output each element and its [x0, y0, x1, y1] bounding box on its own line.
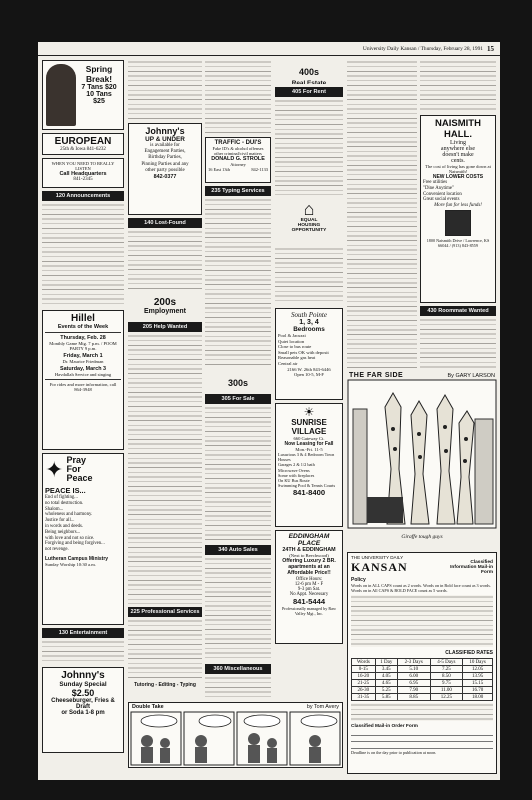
newspaper-page — [38, 42, 500, 780]
far-side-title: THE FAR SIDE — [349, 372, 404, 379]
housing-notice-text — [275, 247, 343, 305]
hillel-contact: For rides and more information, call 864-3948 — [49, 382, 117, 392]
hillel-subtitle: Events of the Week — [57, 324, 109, 330]
hillel-event1-desc: Monthly Game Mtg. 7 p.m. / POOM PARTY 9 p.m. — [49, 341, 117, 351]
naismith-name1: NAISMITH — [435, 118, 481, 129]
giraffes-illustration-icon — [347, 379, 497, 529]
south-pointe-sizes: 1, 3, 4 — [299, 319, 319, 326]
special-or: or Soda 1-8 pm — [61, 710, 105, 716]
misc-banner: 360 Miscellaneous — [205, 664, 271, 674]
page-number: 15 — [487, 44, 494, 53]
hillel-event1-day: Thursday, Feb. 28 — [60, 335, 106, 341]
form-heading: Classified Mail-in Order Form — [351, 724, 418, 729]
double-take-byline: by Tom Avery — [306, 704, 339, 710]
eddingham-place-ad: EDDINGHAM PLACE 24TH & EDDINGHAM (Next to Beechwood) Offering Luxury 2 BR. apartments at an Affordable Price!! Office Hours: 12-6 pm M - F 9-3 pm Sat. No Appt. Necessary 841-5444 Professionally managed by Raw Valley Mgt., Inc. — [275, 530, 343, 644]
column-4 — [275, 60, 343, 700]
for-sale-text — [205, 406, 271, 542]
professional-banner: 225 Professional Services — [128, 607, 202, 617]
col3-top-text — [205, 60, 271, 134]
sunrise-name2: VILLAGE — [291, 427, 327, 436]
eddingham-name: EDDINGHAM PLACE — [288, 533, 330, 547]
johnnys-upper-name: Johnny's — [145, 126, 185, 136]
sunrise-village-ad: ☀ SUNRISE VILLAGE 660 Gateway Ct. Now Leasing for Fall Mon.-Fri. 11-5 Luxurious 3 & 4 Bedroom Town Houses Garages 2 & 1/2 bath Microwave Ovens Some with fireplaces On KU Bus Route Swimming Pool & Tennis Courts 841-8400 — [275, 403, 343, 527]
col6-top-text — [420, 60, 496, 112]
hillel-ad — [42, 310, 124, 450]
hillel-event3-day: Saturday, March 3 — [59, 366, 107, 372]
headquarters-headline: WHEN YOU NEED TO REALLY LISTEN — [51, 161, 115, 171]
comic-panels-icon — [129, 711, 342, 767]
classified-info-title: Classified Information Mail-in Form — [450, 560, 493, 575]
peace-word: Peace — [66, 473, 93, 483]
merchandise-number: 300s — [227, 378, 249, 388]
typing-banner: 235 Typing Services — [205, 186, 271, 196]
spring-break-line3: $25 — [93, 98, 105, 105]
eddingham-phone: 841-5444 — [292, 597, 326, 606]
for-rent-banner: 405 For Rent — [275, 87, 343, 97]
column-6 — [420, 60, 496, 370]
rates-header-row: Words 1 Day 2-3 Days 4-5 Days 10 Days — [352, 659, 493, 666]
lost-found-text — [128, 230, 202, 292]
classified-mail-in-form — [347, 552, 497, 774]
dove-icon: ✦ — [45, 456, 64, 482]
auto-sales-banner: 340 Auto Sales — [205, 545, 271, 555]
typing-text — [205, 198, 271, 368]
tanning-photo-icon — [46, 64, 76, 126]
far-side-cartoon — [347, 372, 497, 548]
for-sale-banner: 305 For Sale — [205, 394, 271, 404]
misc-text — [205, 676, 271, 700]
column-2 — [128, 60, 202, 700]
pray-for-peace-ad — [42, 453, 124, 625]
deadline-text: Deadline is on the day prior to publication at noon. — [351, 750, 437, 755]
johnnys-upper-ad: Johnny's UP & UNDER is available for Engagement Parties, Birthday Parties, Pinning Parties and any other party possible 842-0377 — [128, 123, 202, 215]
rates-table — [351, 658, 493, 701]
peace-lines: End of fighting... no total destruction. Shalom... wholeness and harmony. Justice for all... in words and deeds. Being neighbors... with love and not so nice. Forgiving and being forgiven... not revenge. — [45, 495, 105, 553]
traffic-title: TRAFFIC - DUI'S — [214, 140, 262, 146]
col5-text — [347, 60, 417, 370]
traffic-dui-ad: TRAFFIC - DUI'S Fake ID's & alcohol offenses other criminal/civil matters DONALD G. STROLE Attorney 16 East 13th 842-1133 — [205, 137, 271, 183]
kansan-masthead-top: THE UNIVERSITY DAILY — [351, 555, 404, 560]
lost-found-banner: 140 Lost-Found — [128, 218, 202, 228]
merchandise-section-header — [205, 371, 271, 391]
roommates-text — [420, 318, 496, 368]
employment-number: 200s — [153, 297, 177, 308]
far-side-byline: By GARY LARSON — [447, 373, 495, 379]
headquarters-phone: 841-2345 — [73, 177, 93, 182]
lawyer-name: DONALD G. STROLE — [211, 156, 265, 162]
rates-heading: CLASSIFIED RATES — [445, 650, 493, 656]
employment-section-header — [128, 295, 202, 319]
announcements-text — [42, 203, 124, 307]
spring-break-line2: 10 Tans — [86, 91, 112, 98]
european-address: 25th & Iowa 841-6232 — [60, 147, 106, 152]
hillel-event3-desc: Havdallah Service and singing — [54, 372, 112, 377]
employment-label: Employment — [143, 308, 186, 315]
johnnys-sunday-ad — [42, 667, 124, 753]
special-items: Cheeseburger, Fries & Draft — [51, 698, 115, 710]
headquarters-subtitle: Call Headquarters — [59, 171, 107, 177]
lutheran-ministry: Lutheran Campus Ministry — [45, 555, 109, 562]
european-name: EUROPEAN — [54, 136, 112, 147]
column-3 — [205, 60, 271, 700]
real-estate-section-header — [275, 60, 343, 84]
peace-is-heading: PEACE IS... — [45, 486, 86, 495]
double-take-comic — [128, 702, 343, 768]
table-row: 31-35 5.85 8.85 12.25 18.00 — [352, 694, 493, 701]
real-estate-label: Real Estate — [291, 80, 327, 84]
special-price: $2.50 — [71, 688, 95, 698]
kansan-masthead: KANSAN — [351, 560, 408, 574]
naismith-hall-ad: NAISMITH HALL. Living anywhere else doesn't make cents. The cost of living has gone down at Naismith! NEW LOWER COSTS Free utilities "Dine Anytime" Convenient location Great social events More fun for less funds! 1800 Naismith Drive / Lawrence, KS 66044 / (913) 843-8559 — [420, 115, 496, 303]
house-icon: ⌂ — [303, 199, 315, 219]
european-ad — [42, 133, 124, 155]
south-pointe-name: South Pointe — [291, 311, 327, 319]
equal-housing-logo: ⌂ EQUAL HOUSING OPPORTUNITY — [275, 198, 343, 244]
policy-heading: Policy — [351, 577, 366, 583]
table-row: 0-15 3.45 5.10 7.25 12.05 — [352, 666, 493, 673]
johnnys-upper-phone: 842-0377 — [153, 174, 177, 181]
sunrise-name1: SUNRISE — [291, 418, 327, 427]
table-row: 16-20 4.05 6.00 8.50 13.95 — [352, 673, 493, 680]
help-wanted-text — [128, 334, 202, 604]
policy-fine-print — [351, 595, 493, 647]
roommates-banner: 430 Roommate Wanted — [420, 306, 496, 316]
entertainment-text — [42, 640, 124, 664]
for-rent-text — [275, 99, 343, 195]
double-take-title: Double Take — [132, 704, 164, 710]
johnnys-name: Johnny's — [61, 670, 105, 681]
col2-top-text — [128, 60, 202, 120]
hillel-event2-desc: Dr. Maurice Friedman — [62, 359, 104, 364]
naismith-building-photo-icon — [445, 210, 471, 236]
table-row: 21-25 4.65 6.95 9.75 15.15 — [352, 680, 493, 687]
south-pointe-label: Bedrooms — [293, 326, 325, 333]
hillel-title: Hillel — [71, 313, 95, 324]
for-word: For — [66, 464, 81, 474]
form-line[interactable] — [351, 731, 493, 736]
spring-break-ad — [42, 60, 124, 130]
auto-sales-text — [205, 557, 271, 661]
far-side-caption: Giraffe tough guys — [401, 534, 443, 540]
sunday-special: Sunday Special — [59, 681, 107, 688]
spring-break-title: Spring Break! — [85, 64, 113, 84]
form-line[interactable] — [351, 737, 493, 742]
naismith-name2: HALL. — [444, 129, 472, 140]
paper-date: University Daily Kansan / Thursday, February 28, 1991 — [362, 45, 483, 52]
help-wanted-banner: 205 Help Wanted — [128, 322, 202, 332]
announcements-banner: 120 Announcements — [42, 191, 124, 201]
tutoring-line: Tutoring - Editing - Typing — [134, 682, 196, 688]
column-5 — [347, 60, 417, 370]
pray-word: Pray — [66, 455, 86, 465]
real-estate-number: 400s — [298, 67, 320, 77]
column-1 — [42, 60, 124, 766]
spring-break-line1: 7 Tans $20 — [81, 84, 117, 91]
form-line[interactable] — [351, 744, 493, 749]
south-pointe-ad: South Pointe 1, 3, 4 Bedrooms Pool & Jacuzzi Quiet location Close to bus route Small pets OK with deposit Reasonable gas heat Central air 2166 W. 26th 843-6446 Open 10-5, M-F — [275, 308, 343, 400]
table-row: 26-30 5.25 7.90 11.00 16.70 — [352, 687, 493, 694]
sunrise-phone: 841-8400 — [292, 488, 326, 498]
up-under: UP & UNDER — [145, 136, 185, 143]
hillel-event2-day: Friday, March 1 — [63, 353, 103, 359]
entertainment-banner: 130 Entertainment — [42, 628, 124, 638]
worship-time: Sunday Worship 10:30 a.m. — [45, 561, 96, 567]
headquarters-ad — [42, 158, 124, 188]
classification-list — [351, 703, 493, 721]
professional-text — [128, 619, 202, 679]
sun-icon: ☀ — [303, 405, 315, 419]
policy-text: Words on in ALL CAPS count as 2 words. Words on in Bold face count as 3 words. Words on in All CAPS & BOLD FACE count as 5 words. — [351, 583, 491, 593]
page-header — [38, 42, 500, 56]
